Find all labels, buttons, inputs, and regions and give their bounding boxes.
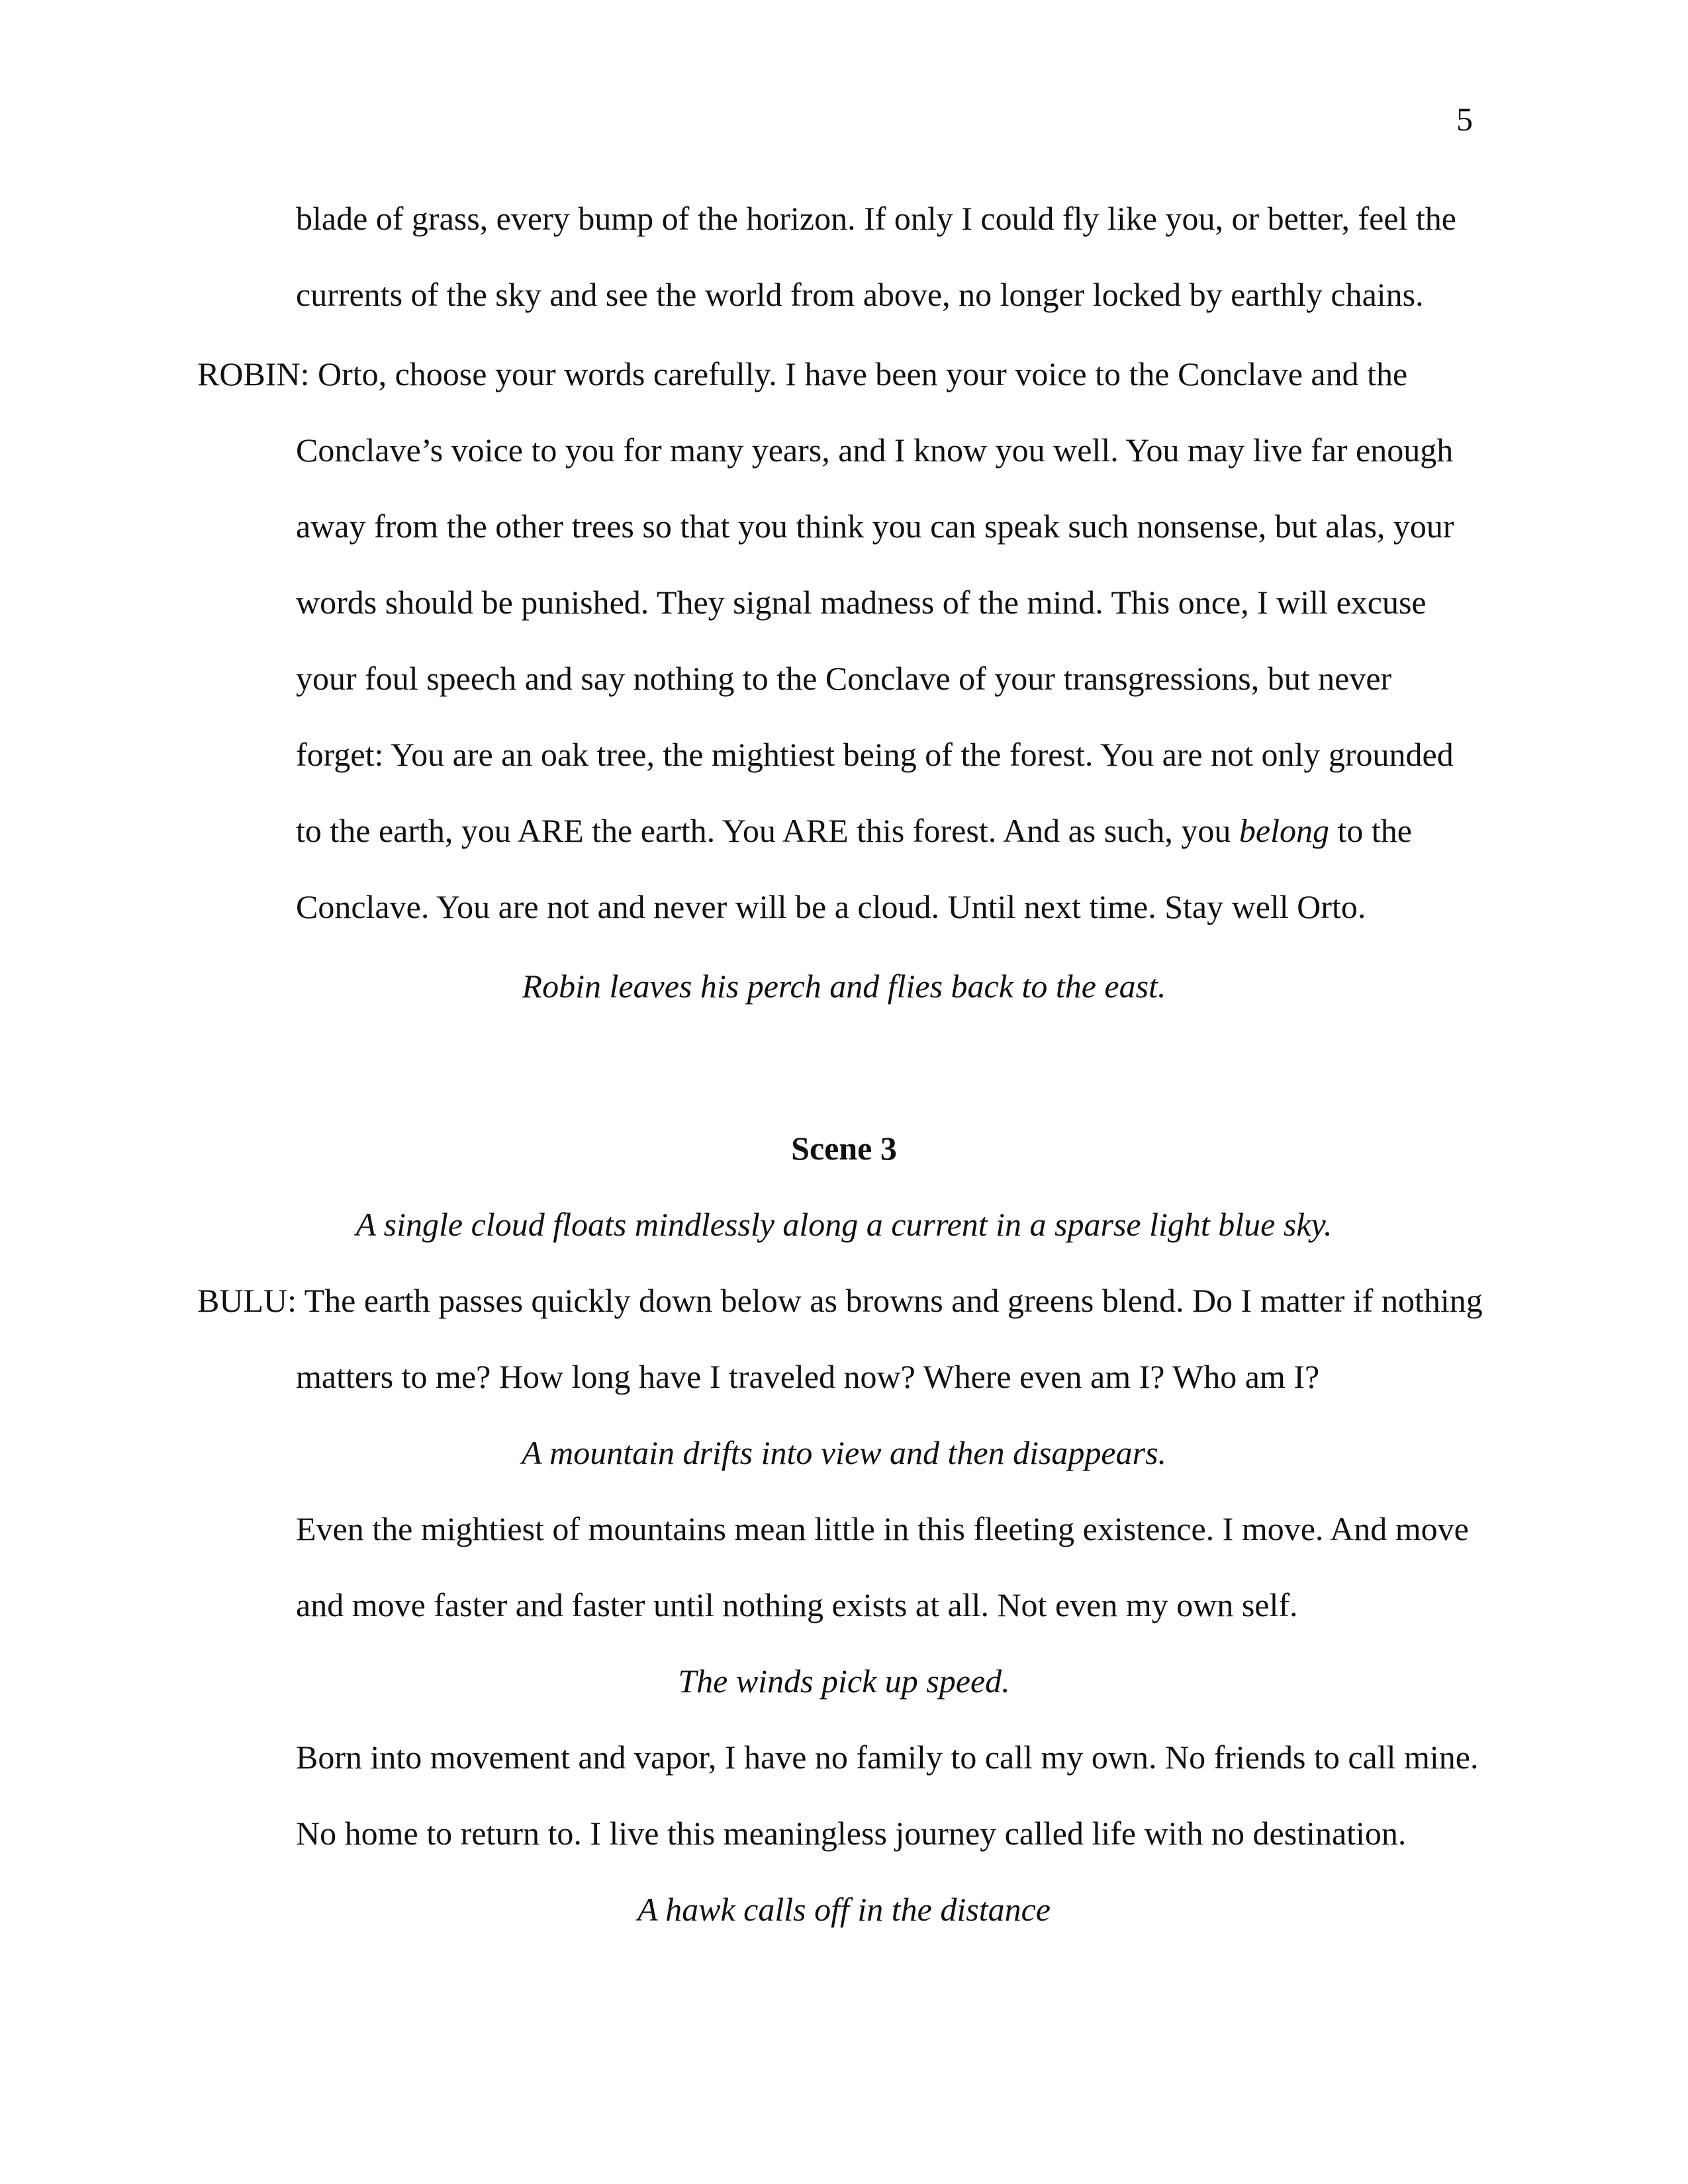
dialogue-line: words should be punished. They signal madness of the mind. This once, I will excuse xyxy=(296,584,1427,621)
emphasized-word: belong xyxy=(1239,812,1329,849)
scene-heading: Scene 3 xyxy=(791,1130,897,1167)
dialogue-line: away from the other trees so that you think you can speak such nonsense, but alas, your xyxy=(296,508,1454,545)
dialogue-line: Even the mightiest of mountains mean little in this fleeting existence. I move. And move xyxy=(296,1510,1469,1547)
dialogue-line: matters to me? How long have I traveled now? Where even am I? Who am I? xyxy=(296,1358,1320,1395)
dialogue-line: and move faster and faster until nothing exists at all. Not even my own self. xyxy=(296,1586,1298,1623)
dialogue-text: to the earth, you ARE the earth. You ARE this forest. And as such, you xyxy=(296,812,1239,849)
dialogue-line: No home to return to. I live this meaningless journey called life with no destination. xyxy=(296,1815,1407,1852)
robin-dialogue-first-line xyxy=(197,354,1407,394)
dialogue-line: Conclave. You are not and never will be a cloud. Until next time. Stay well Orto. xyxy=(296,888,1366,925)
stage-direction: A mountain drifts into view and then disappears. xyxy=(521,1434,1167,1471)
stage-direction: A single cloud floats mindlessly along a current in a sparse light blue sky. xyxy=(355,1206,1333,1243)
dialogue-text: The earth passes quickly down below as browns and greens blend. Do I matter if nothing xyxy=(304,1282,1483,1319)
dialogue-line: forget: You are an oak tree, the mightiest being of the forest. You are not only grounded xyxy=(296,736,1454,773)
speaker-name: ROBIN: xyxy=(197,355,310,392)
stage-direction: The winds pick up speed. xyxy=(678,1662,1010,1700)
dialogue-line: Conclave’s voice to you for many years, and I know you well. You may live far enough xyxy=(296,432,1454,469)
dialogue-line: currents of the sky and see the world from above, no longer locked by earthly chains. xyxy=(296,276,1424,313)
stage-direction: A hawk calls off in the distance xyxy=(637,1891,1051,1928)
dialogue-line: blade of grass, every bump of the horizon. If only I could fly like you, or better, feel the xyxy=(296,200,1457,237)
page-number: 5 xyxy=(1456,101,1473,138)
dialogue-line: your foul speech and say nothing to the Conclave of your transgressions, but never xyxy=(296,660,1392,697)
stage-direction: Robin leaves his perch and flies back to the east. xyxy=(522,968,1166,1005)
dialogue-text: Orto, choose your words carefully. I have been your voice to the Conclave and the xyxy=(317,355,1408,392)
dialogue-text: to the xyxy=(1329,812,1412,849)
bulu-dialogue-first-line xyxy=(197,1281,1483,1320)
speaker-name: BULU: xyxy=(197,1282,297,1319)
dialogue-line: Born into movement and vapor, I have no family to call my own. No friends to call mine. xyxy=(296,1739,1479,1776)
dialogue-line-with-emphasis xyxy=(296,811,1412,850)
